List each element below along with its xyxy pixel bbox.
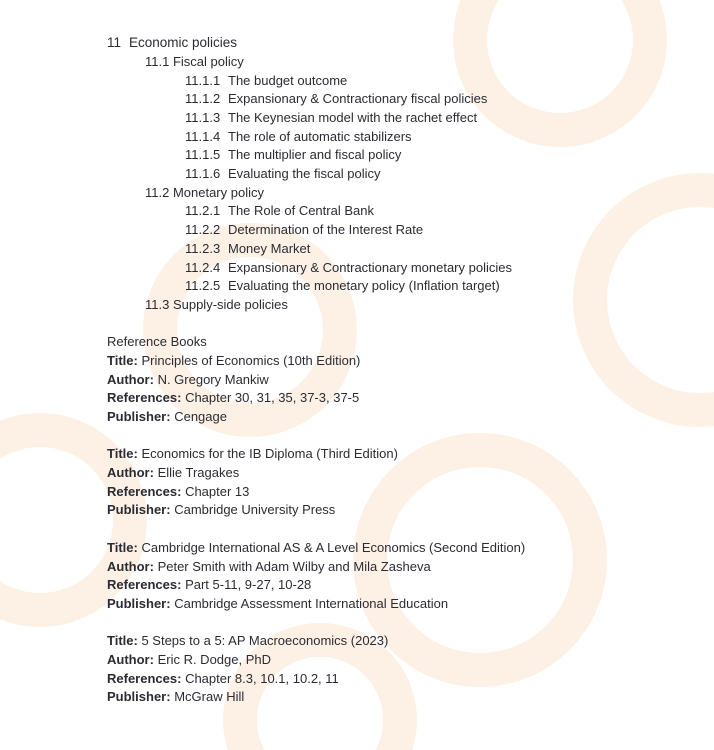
outline-item <box>185 91 487 107</box>
field-label: Author: <box>107 559 154 574</box>
book-author <box>107 372 269 388</box>
book-publisher <box>107 596 448 612</box>
outline-item <box>185 278 500 294</box>
field-label: References: <box>107 577 182 592</box>
chapter-number: 11 <box>107 35 122 50</box>
section-heading: 11.2 Monetary policy <box>145 185 264 200</box>
item-number: 11.2.3 <box>185 241 221 256</box>
item-title: The role of automatic stabilizers <box>228 129 412 144</box>
book-title <box>107 540 525 556</box>
field-label: Title: <box>107 446 138 461</box>
item-number: 11.2.5 <box>185 278 221 293</box>
outline-item <box>185 203 374 219</box>
item-number: 11.1.5 <box>185 147 221 162</box>
book-title <box>107 353 360 369</box>
item-title: Expansionary & Contractionary monetary policies <box>228 260 512 275</box>
item-title: The Keynesian model with the rachet effect <box>228 110 478 125</box>
item-title: Evaluating the fiscal policy <box>228 166 381 181</box>
field-value: Peter Smith with Adam Wilby and Mila Zasheva <box>157 559 431 574</box>
field-label: Author: <box>107 652 154 667</box>
outline-item <box>185 222 423 238</box>
book-title <box>107 633 388 649</box>
book-author <box>107 652 271 668</box>
field-value: Chapter 30, 31, 35, 37-3, 37-5 <box>185 390 360 405</box>
field-value: Cambridge Assessment International Education <box>174 596 449 611</box>
field-label: Publisher: <box>107 502 171 517</box>
item-number: 11.1.1 <box>185 73 221 88</box>
field-value: Chapter 13 <box>185 484 250 499</box>
chapter-title: Economic policies <box>129 35 238 50</box>
field-label: Publisher: <box>107 689 171 704</box>
item-title: The Role of Central Bank <box>228 203 374 218</box>
item-title: Expansionary & Contractionary fiscal policies <box>228 91 488 106</box>
book-publisher <box>107 502 335 518</box>
field-value: Eric R. Dodge, PhD <box>157 652 271 667</box>
field-value: Cambridge University Press <box>174 502 336 517</box>
field-label: Publisher: <box>107 409 171 424</box>
book-references <box>107 671 339 687</box>
outline-item <box>185 241 310 257</box>
book-author <box>107 465 239 481</box>
field-label: Title: <box>107 353 138 368</box>
field-label: Author: <box>107 372 154 387</box>
field-value: Cambridge International AS & A Level Economics (Second Edition) <box>141 540 526 555</box>
section-heading: 11.1 Fiscal policy <box>145 54 244 69</box>
field-value: N. Gregory Mankiw <box>157 372 269 387</box>
field-label: References: <box>107 390 182 405</box>
item-number: 11.2.4 <box>185 260 221 275</box>
field-label: Author: <box>107 465 154 480</box>
field-value: Chapter 8.3, 10.1, 10.2, 11 <box>185 671 339 686</box>
field-value: Cengage <box>174 409 227 424</box>
book-references <box>107 390 359 406</box>
outline-item <box>185 73 347 89</box>
item-title: The budget outcome <box>228 73 348 88</box>
field-value: 5 Steps to a 5: AP Macroeconomics (2023) <box>141 633 389 648</box>
outline-item <box>185 166 380 182</box>
book-title <box>107 446 398 462</box>
book-publisher <box>107 409 227 425</box>
item-number: 11.1.2 <box>185 91 221 106</box>
field-label: Title: <box>107 633 138 648</box>
outline-item <box>185 260 512 276</box>
item-number: 11.1.6 <box>185 166 221 181</box>
item-title: The multiplier and fiscal policy <box>228 147 402 162</box>
item-number: 11.1.3 <box>185 110 221 125</box>
item-number: 11.2.2 <box>185 222 221 237</box>
item-title: Money Market <box>228 241 311 256</box>
item-number: 11.1.4 <box>185 129 221 144</box>
item-number: 11.2.1 <box>185 203 221 218</box>
field-value: Principles of Economics (10th Edition) <box>141 353 361 368</box>
outline-item <box>185 110 477 126</box>
references-heading: Reference Books <box>107 334 207 349</box>
chapter-heading <box>107 35 237 51</box>
field-value: Ellie Tragakes <box>157 465 240 480</box>
field-value: Economics for the IB Diploma (Third Edition) <box>141 446 398 461</box>
section-heading: 11.3 Supply-side policies <box>145 297 288 312</box>
item-title: Evaluating the monetary policy (Inflation target) <box>228 278 500 293</box>
book-publisher <box>107 689 244 705</box>
outline-item <box>185 147 401 163</box>
field-label: Title: <box>107 540 138 555</box>
field-label: References: <box>107 671 182 686</box>
outline-item <box>185 129 412 145</box>
book-author <box>107 559 431 575</box>
field-label: References: <box>107 484 182 499</box>
book-references <box>107 577 311 593</box>
field-value: Part 5-11, 9-27, 10-28 <box>185 577 312 592</box>
field-label: Publisher: <box>107 596 171 611</box>
item-title: Determination of the Interest Rate <box>228 222 424 237</box>
book-references <box>107 484 249 500</box>
field-value: McGraw Hill <box>174 689 245 704</box>
